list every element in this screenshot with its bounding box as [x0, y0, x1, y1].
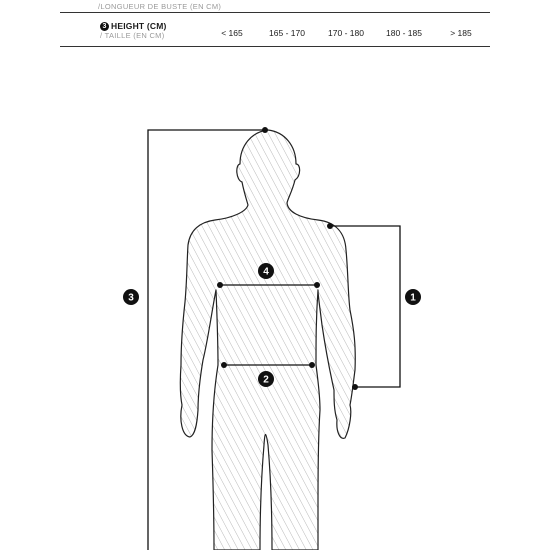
marker-1: [405, 289, 421, 305]
point-chest-left: [217, 282, 223, 288]
row-label-sub: /LONGUEUR DE BUSTE (EN CM): [98, 2, 222, 11]
marker-4: [258, 263, 274, 279]
table-cell: < 165: [221, 28, 243, 38]
table-cell: > 185: [450, 28, 472, 38]
table-cell: 165 - 170: [269, 28, 305, 38]
point-wrist: [352, 384, 358, 390]
number-badge: 3: [100, 22, 109, 31]
point-waist-left: [221, 362, 227, 368]
point-chest-right: [314, 282, 320, 288]
marker-3: [123, 289, 139, 305]
marker-label-4: 4: [263, 266, 269, 278]
table-cell: 170 - 180: [328, 28, 364, 38]
marker-label-2: 2: [263, 374, 269, 386]
point-shoulder: [327, 223, 333, 229]
marker-label-3: 3: [128, 292, 134, 304]
point-waist-right: [309, 362, 315, 368]
point-head-top: [262, 127, 268, 133]
table-cell: 180 - 185: [386, 28, 422, 38]
row-label-text: HEIGHT (CM): [111, 21, 167, 31]
marker-2: [258, 371, 274, 387]
body-outline: [180, 130, 355, 550]
marker-label-1: 1: [410, 292, 416, 304]
row-label-sub: / TAILLE (EN CM): [100, 31, 165, 40]
body-silhouette: [180, 130, 355, 550]
